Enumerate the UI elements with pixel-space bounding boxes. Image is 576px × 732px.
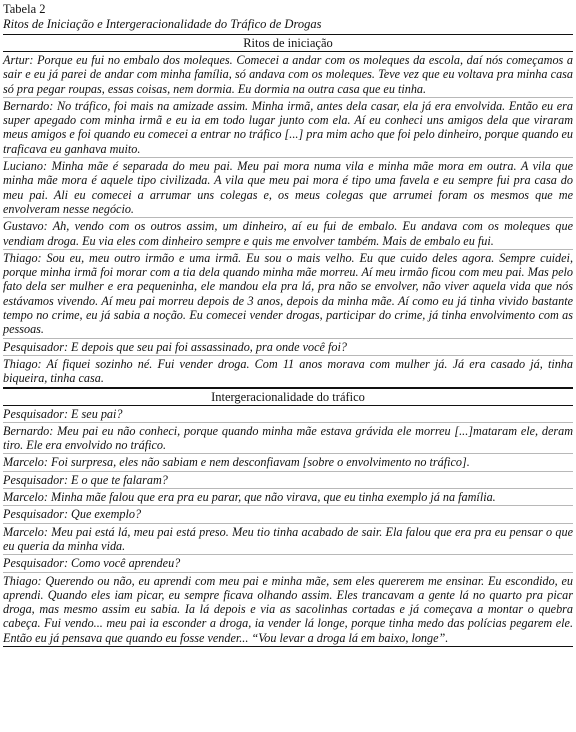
speech-text: Porque eu fui no embalo dos moleques. Comecei a andar com os moleques da escola, daí nós começamos a sair e eu já parei de andar com minha família, só andava com os moleques. Teve vez que eu voltava pra minha casa só pra pegar roupas, essas coisas, nem dormia. Eu dormia na outra casa que eu tinha. bbox=[3, 53, 573, 96]
speaker-label: Bernardo: bbox=[3, 423, 54, 438]
speaker-label: Marcelo: bbox=[3, 524, 48, 539]
speaker-label: Pesquisador: bbox=[3, 556, 68, 571]
speech-text: E o que te falaram? bbox=[71, 472, 168, 487]
transcript-row bbox=[3, 339, 573, 356]
table-body bbox=[3, 34, 573, 647]
speech-text: Que exemplo? bbox=[71, 507, 142, 522]
transcript-row bbox=[3, 573, 573, 647]
speech-text: Como você aprendeu? bbox=[71, 556, 181, 571]
table-title: Ritos de Iniciação e Intergeracionalidade do Tráfico de Drogas bbox=[3, 17, 322, 31]
speaker-label: Thiago: bbox=[3, 356, 42, 371]
transcript-row bbox=[3, 555, 573, 572]
transcript-row bbox=[3, 506, 573, 523]
speech-text: E depois que seu pai foi assassinado, pra onde você foi? bbox=[71, 339, 347, 354]
speech-text: Ah, vendo com os outros assim, um dinheiro, aí eu fui de embalo. Eu andava com os moleques que vendiam droga. Eu via eles com dinheiro sempre e quis me envolver também. Mais de embalo eu fui. bbox=[3, 219, 574, 248]
transcript-row bbox=[3, 158, 573, 218]
speaker-label: Marcelo: bbox=[3, 490, 48, 505]
speaker-label: Pesquisador: bbox=[3, 507, 68, 522]
speech-text: Querendo ou não, eu aprendi com meu pai e minha mãe, sem eles quererem me ensinar. Eu escondido, eu aprendi. Quando eles iam picar, eu sempre ficava olhando assim. Eles trancavam a gente lá no quarto pra picar droga, mas mesmo assim eu sabia. Ia lá depois e via as sacolinhas cortadas e já começava a montar o quebra cabeça. Fui vendo... meu pai ia esconder a droga, ia vender lá longe, porque tinha medo das polícias pegarem ele. Então eu já pensava que quando eu fosse vender... “Vou levar a droga lá em baixo, longe”. bbox=[3, 573, 573, 645]
transcript-row bbox=[3, 472, 573, 489]
speech-text: Foi surpresa, eles não sabiam e nem desconfiavam [sobre o envolvimento no tráfico]. bbox=[50, 455, 470, 470]
speaker-label: Luciano: bbox=[3, 159, 48, 174]
speaker-label: Pesquisador: bbox=[3, 472, 68, 487]
transcript-row bbox=[3, 98, 573, 158]
table-number: Tabela 2 bbox=[3, 2, 46, 16]
speaker-label: Pesquisador: bbox=[3, 339, 68, 354]
speaker-label: Thiago: bbox=[3, 250, 42, 265]
document-page bbox=[3, 0, 573, 647]
speech-text: No tráfico, foi mais na amizade assim. Minha irmã, antes dela casar, ela já era envolvida. Então eu era super apegado com minha irmã e eu ia em todo lugar junto com ela. Aí eu conheci uns amigos dela que viraram meus amigos e foi quando eu comecei a entrar no tráfico [...] pra mim acho que foi pelo dinheiro, porque quando eu traficava eu ganhava muito. bbox=[3, 98, 573, 156]
transcript-row bbox=[3, 454, 573, 471]
transcript-row bbox=[3, 218, 573, 250]
section-header: Ritos de iniciação bbox=[3, 34, 573, 52]
speech-text: Minha mãe é separada do meu pai. Meu pai mora numa vila e minha mãe mora em outra. A vila que minha mãe mora é aquele tipo civilizada. A vila que meu pai mora é tipo uma favela e eu sempre fui pra casa do meu pai. Ali eu comecei a arrumar uns colegas e, os meus colegas que arrumei foram os mesmos que me envolveram nesse negócio. bbox=[3, 159, 574, 216]
speech-text: Meu pai eu não conheci, porque quando minha mãe estava grávida ele morreu [...]mataram ele, deram tiro. Ele era envolvido no tráfico. bbox=[3, 423, 574, 453]
speech-text: Meu pai está lá, meu pai está preso. Meu tio tinha acabado de sair. Ela falou que era pra eu pensar o que eu queria da minha vida. bbox=[3, 524, 574, 553]
transcript-row bbox=[3, 524, 573, 556]
speech-text: Aí fiquei sozinho né. Fui vender droga. Com 11 anos morava com mulher já. Já era casado já, tinha biqueira, tinha casa. bbox=[3, 356, 573, 386]
speaker-label: Thiago: bbox=[3, 573, 42, 588]
section-header: Intergeracionalidade do tráfico bbox=[3, 388, 573, 406]
speech-text: Minha mãe falou que era pra eu parar, que não virava, que eu tinha exemplo já na família. bbox=[50, 490, 496, 505]
speaker-label: Gustavo: bbox=[3, 219, 48, 234]
transcript-row bbox=[3, 423, 573, 455]
speaker-label: Pesquisador: bbox=[3, 406, 68, 421]
transcript-row bbox=[3, 52, 573, 98]
speaker-label: Artur: bbox=[3, 53, 34, 67]
transcript-row bbox=[3, 489, 573, 506]
speech-text: E seu pai? bbox=[71, 406, 123, 421]
transcript-row bbox=[3, 356, 573, 388]
speech-text: Sou eu, meu outro irmão e uma irmã. Eu sou o mais velho. Eu que cuido deles agora. Sempre cuidei, porque minha irmã foi morar com a tia dela quando minha mãe morreu. Aí meu irmão ficou com meu pai. Mas pelo fato dela ser mulher e era pequeninha, ele mandou ela pra lá, pra não se envolver, não viver aquela vida que nós estávamos vivendo. Aí meu pai morreu depois de 3 anos, depois da minha mãe. Aí como eu já tinha vivido bastante tempo no crime, eu já sabia a noção. Eu comecei vender drogas, participar do crime, já tinha envolvimento com as pessoas. bbox=[3, 250, 573, 337]
transcript-row bbox=[3, 406, 573, 423]
transcript-row bbox=[3, 250, 573, 339]
speaker-label: Marcelo: bbox=[3, 455, 48, 470]
speaker-label: Bernardo: bbox=[3, 98, 54, 113]
